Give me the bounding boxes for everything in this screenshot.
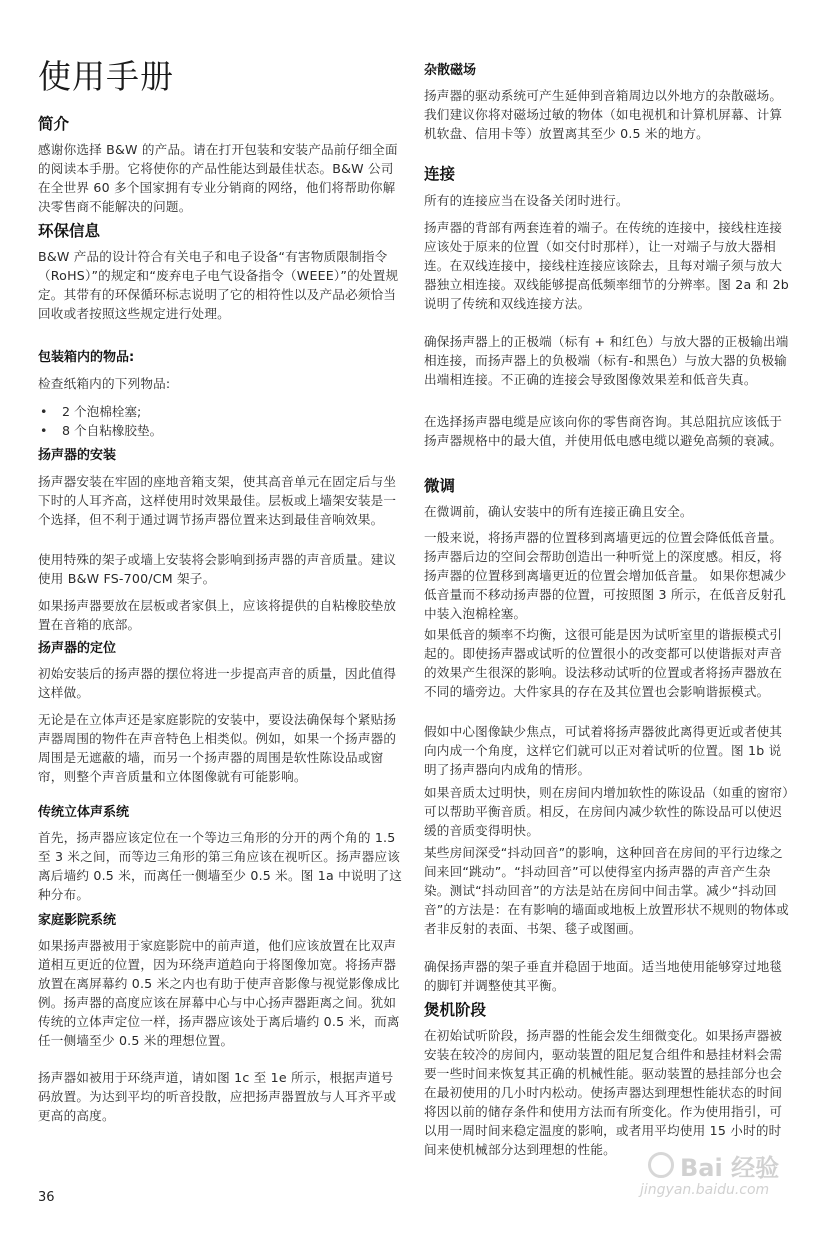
tuning-p7: 确保扬声器的架子垂直并稳固于地面。适当地使用能够穿过地毯的脚钉并调整使其平衡。 bbox=[424, 959, 783, 993]
tuning-p5: 如果音质太过明快，则在房间内增加软性的陈设品（如重的窗帘）可以帮助平衡音质。相反，在房间内减少软性的陈设品可以使迟缓的音质变得明快。 bbox=[424, 785, 789, 838]
page-title: 使用手册 bbox=[38, 57, 174, 96]
connect-p4: 在选择扬声器电缆是应该向你的零售商咨询。其总阻抗应该低于扬声器规格中的最大值，并使用低电感电缆以避免高频的衰减。 bbox=[424, 414, 783, 448]
box-heading: 包装箱内的物品: bbox=[38, 350, 135, 365]
tuning-p3: 如果低音的频率不均衡，这很可能是因为试听室里的谐振模式引起的。即使扬声器或试听的位置很小的改变都可以使谐振对声音的效果产生很深的影响。设法移动试听的位置或者将扬声器放在不同的墙旁边。大件家具的存在及其位置也会影响谐振模式。 bbox=[424, 627, 783, 699]
tuning-p1: 在微调前，确认安装中的所有连接正确且安全。 bbox=[424, 504, 693, 519]
intro-body: 感谢你选择 B&W 的产品。请在打开包装和安装产品前仔细全面的阅读本手册。它将使你的产品性能达到最佳状态。B&W 公司在全世界 60 多个国家拥有专业分销商的网络，他们将帮助你解决零售商不能解决的问题。 bbox=[38, 142, 398, 214]
tuning-p2: 一般来说，将扬声器的位置移到离墙更远的位置会降低低音量。扬声器后边的空间会帮助创造出一种听觉上的深度感。相反，将扬声器的位置移到离墙更近的位置会增加低音量。 如果你想减少低音量而不移动扬声器的位置，可按照图 3 所示，在低音反射孔中装入泡棉栓塞。 bbox=[424, 530, 787, 621]
burnin-heading: 煲机阶段 bbox=[424, 1001, 487, 1019]
connect-p1: 所有的连接应当在设备关闭时进行。 bbox=[424, 193, 629, 208]
box-items-list bbox=[38, 402, 406, 440]
watermark-text: Bai 经验 bbox=[680, 1154, 780, 1182]
box-body: 检查纸箱内的下列物品: bbox=[38, 376, 171, 391]
tuning-p6: 某些房间深受“抖动回音”的影响，这种回音在房间的平行边缘之间来回“跳动”。“抖动回音”可以使得室内扬声器的声音产生杂染。测试“抖动回音”的方法是站在房间中间击掌。减少“抖动回音”的方法是：在有影响的墙面或地板上放置形状不规则的物体或者非反射的表面、书架、毯子或图画。 bbox=[424, 845, 789, 936]
bullet-icon: • bbox=[40, 423, 48, 438]
watermark bbox=[640, 1148, 790, 1208]
install-heading: 扬声器的安装 bbox=[38, 448, 117, 463]
position-p2: 无论是在立体声还是家庭影院的安装中，要设法确保每个紧贴扬声器周围的物件在声音特色上相类似。例如，如果一个扬声器的周围是无遮蔽的墙，而另一个扬声器的周围是软性陈设品或窗帘，则整个声音质量和立体图像就有可能影响。 bbox=[38, 712, 397, 784]
magnetic-body: 扬声器的驱动系统可产生延伸到音箱周边以外地方的杂散磁场。我们建议你将对磁场过敏的物体（如电视机和计算机屏幕、计算机软盘、信用卡等）放置离其至少 0.5 米的地方。 bbox=[424, 88, 783, 141]
position-heading: 扬声器的定位 bbox=[38, 641, 117, 656]
theater-p2: 扬声器如被用于环绕声道，请如图 1c 至 1e 所示，根据声道号码放置。为达到平均的听音投散，应把扬声器置放与人耳齐平或更高的高度。 bbox=[38, 1070, 397, 1123]
page-number: 36 bbox=[38, 1190, 55, 1205]
bullet-icon: • bbox=[40, 404, 48, 419]
install-p2: 使用特殊的架子或墙上安装将会影响到扬声器的声音质量。建议使用 B&W FS-700/CM 架子。 bbox=[38, 552, 397, 586]
intro-heading: 简介 bbox=[38, 115, 70, 133]
tuning-p4: 假如中心图像缺少焦点，可试着将扬声器彼此离得更近或者使其向内成一个角度，这样它们就可以正对着试听的位置。图 1b 说明了扬声器向内成角的情形。 bbox=[424, 724, 783, 777]
connect-p3: 确保扬声器上的正极端（标有 + 和红色）与放大器的正极输出端相连接，而扬声器上的负极端（标有-和黑色）与放大器的负极输出端相连接。不正确的连接会导致图像效果差和低音失真。 bbox=[424, 334, 789, 387]
stereo-heading: 传统立体声系统 bbox=[38, 805, 130, 820]
burnin-body: 在初始试听阶段，扬声器的性能会发生细微变化。如果扬声器被安装在较冷的房间内，驱动装置的阻尼复合组件和悬挂材料会需要一些时间来恢复其正确的机械性能。驱动装置的悬挂部分也会在最初使用的几小时内松动。使扬声器达到理想性能状态的时间将因以前的储存条件和使用方法而有所变化。作为使用指引，可以用一周时间来稳定温度的影响，或者用平均使用 15 小时的时间来使机械部分达到理想的性能。 bbox=[424, 1028, 783, 1157]
stereo-body: 首先，扬声器应该定位在一个等边三角形的分开的两个角的 1.5 至 3 米之间，而等边三角形的第三角应该在视听区。扬声器应该离后墙约 0.5 米，而离任一侧墙至少 0.5 米。图 1a 中说明了这种分布。 bbox=[38, 830, 403, 902]
connect-p2: 扬声器的背部有两套连着的端子。在传统的连接中，接线柱连接应该处于原来的位置（如交付时那样），让一对端子与放大器相连。在双线连接中，接线柱连接应该除去，且每对端子须与放大器独立相连接。双线能够提高低频率细节的分辨率。图 2a 和 2b 说明了传统和双线连接方法。 bbox=[424, 220, 789, 311]
list-item: • 2 个泡棉栓塞; bbox=[40, 404, 142, 419]
paw-logo-icon bbox=[648, 1152, 674, 1178]
list-item: • 8 个自粘橡胶垫。 bbox=[40, 423, 163, 438]
install-p3: 如果扬声器要放在层板或者家俱上，应该将提供的自粘橡胶垫放置在音箱的底部。 bbox=[38, 598, 397, 632]
position-p1: 初始安装后的扬声器的摆位将进一步提高声音的质量，因此值得这样做。 bbox=[38, 666, 397, 700]
env-body: B&W 产品的设计符合有关电子和电子设备“有害物质限制指令（RoHS）”的规定和“废弃电子电气设备指令（WEEE）”的处置规定。其带有的环保循环标志说明了它的相符性以及产品必须恰当回收或者按照这些规定进行处理。 bbox=[38, 249, 399, 321]
watermark-url: jingyan.baidu.com bbox=[640, 1182, 770, 1198]
theater-heading: 家庭影院系统 bbox=[38, 913, 117, 928]
theater-p1: 如果扬声器被用于家庭影院中的前声道，他们应该放置在比双声道相互更近的位置，因为环绕声道趋向于将图像加宽。将扬声器放置在离屏幕约 0.5 米之内也有助于使声音影像与视觉影像成比例。扬声器的高度应该在屏幕中心与中心扬声器距离之间。犹如传统的立体声定位一样，扬声器应该处于离后墙约 0.5 米，而离任一侧墙至少 0.5 米的理想位置。 bbox=[38, 938, 400, 1048]
tuning-heading: 微调 bbox=[424, 477, 456, 495]
connect-heading: 连接 bbox=[424, 165, 456, 183]
magnetic-heading: 杂散磁场 bbox=[424, 63, 477, 78]
env-heading: 环保信息 bbox=[38, 222, 101, 240]
install-p1: 扬声器安装在牢固的座地音箱支架，使其高音单元在固定后与坐下时的人耳齐高，这样使用时效果最佳。层板或上墙架安装是一个选择，但不利于通过调节扬声器位置来达到最佳音响效果。 bbox=[38, 474, 397, 527]
